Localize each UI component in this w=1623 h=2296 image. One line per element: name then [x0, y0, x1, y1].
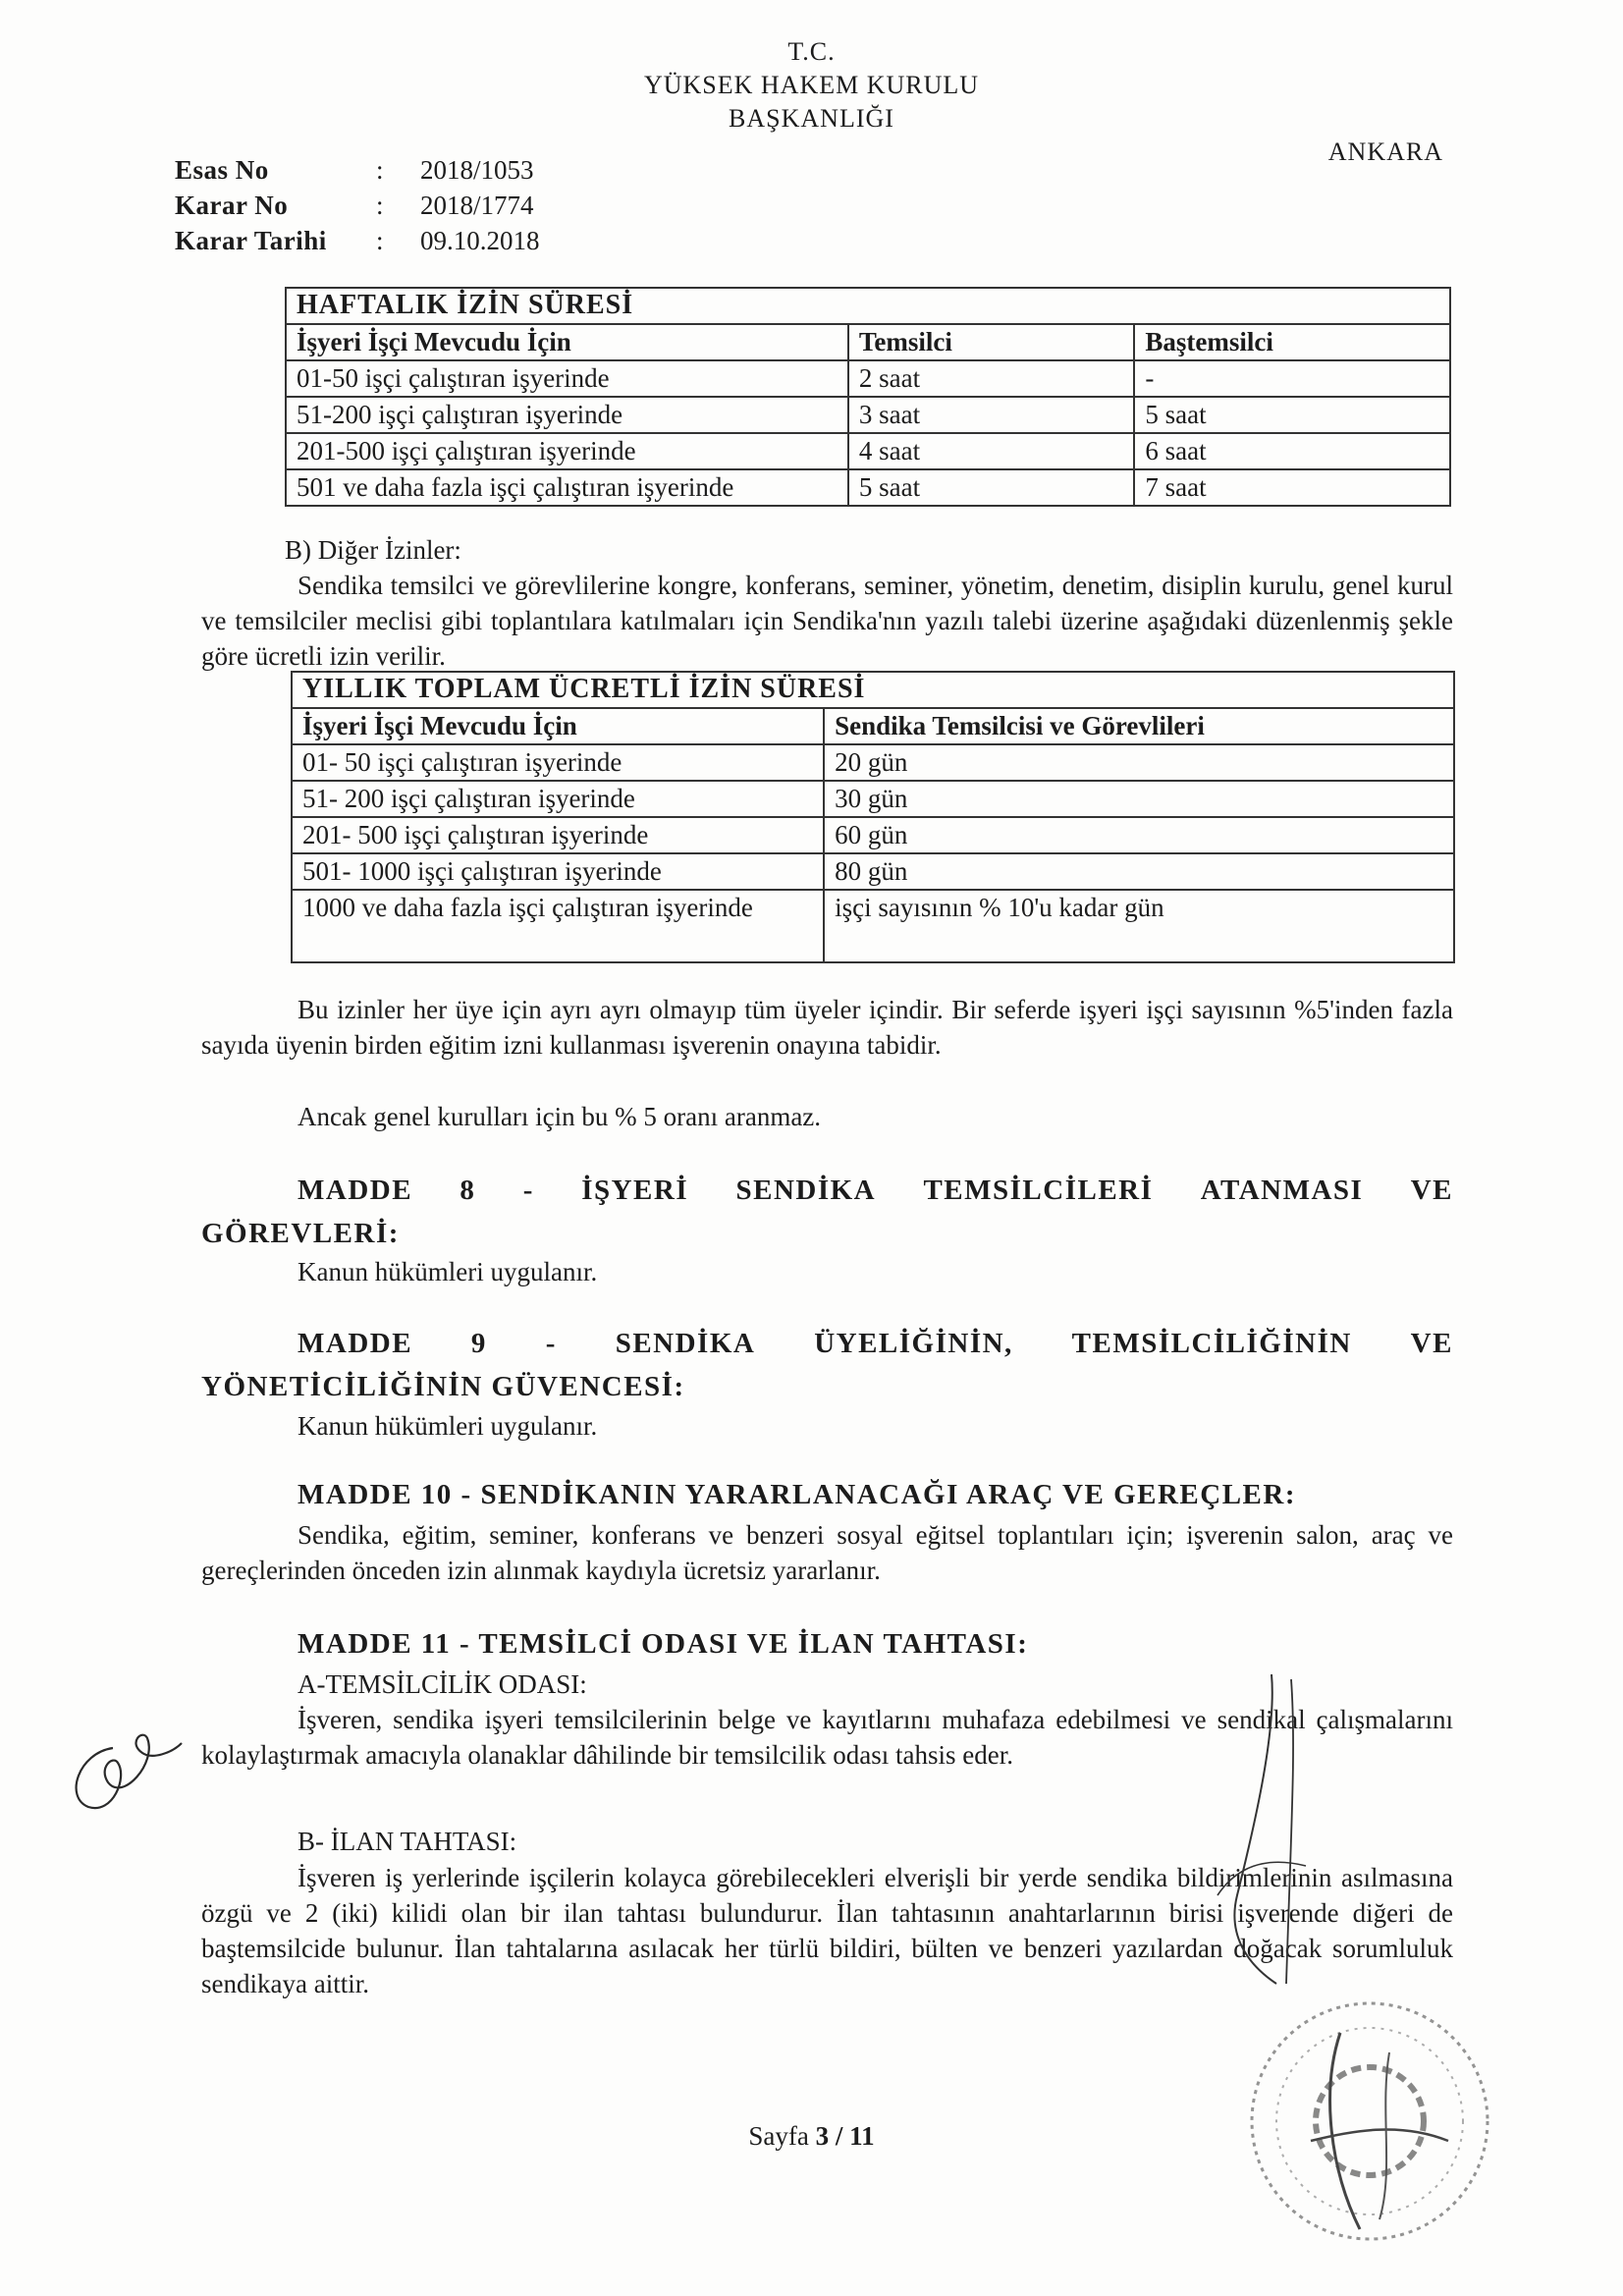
heading-word: ATANMASI — [1200, 1175, 1364, 1206]
handwritten-initial-signature — [59, 1709, 187, 1827]
heading-word: İŞYERİ — [581, 1175, 689, 1206]
meta-tarih-value: 09.10.2018 — [420, 226, 540, 255]
table-cell: 51- 200 işçi çalıştıran işyerinde — [292, 781, 824, 817]
table-cell: 80 gün — [824, 853, 1454, 890]
leave-note-exception: Ancak genel kurulları için bu % 5 oranı aranmaz. — [298, 1102, 822, 1131]
heading-word: TEMSİLCİLERİ — [923, 1175, 1154, 1206]
article-11b-body: İşveren iş yerlerinde işçilerin kolayca görebilecekleri elverişli bir yerde sendika bildirimlerinin asılmasına özgü ve 2 (iki) kilidi olan bir ilan tahtası bulundurur. İlan tahtasının anahtarlarının birisi işverende diğeri de baştemsilcide bulunur. İlan tahtalarına asılacak her türlü bildiri, bülten ve benzeri yazılardan doğacak sorumluluk sendikaya aittir. — [201, 1863, 1453, 1998]
table-cell: 20 gün — [824, 744, 1454, 781]
table-cell: 01- 50 işçi çalıştıran işyerinde — [292, 744, 824, 781]
article-11-heading: MADDE 11 - TEMSİLCİ ODASI VE İLAN TAHTASI: — [298, 1628, 1029, 1660]
heading-word: SENDİKA — [615, 1328, 756, 1359]
meta-esas-label: Esas No — [175, 155, 269, 185]
heading-word: 8 — [460, 1175, 476, 1206]
table-row — [292, 817, 1454, 853]
table-cell: 201- 500 işçi çalıştıran işyerinde — [292, 817, 824, 853]
table-cell: 2 saat — [848, 360, 1135, 397]
article-9-heading — [201, 1322, 1453, 1408]
table-header: Baştemsilci — [1134, 324, 1450, 360]
page-footer — [0, 2121, 1623, 2152]
article-10-heading: MADDE 10 - SENDİKANIN YARARLANACAĞI ARAÇ VE GEREÇLER: — [298, 1479, 1296, 1510]
meta-karar-label: Karar No — [175, 191, 289, 220]
heading-word: MADDE — [298, 1328, 413, 1359]
meta-karar — [175, 191, 534, 221]
table-cell: 201-500 işçi çalıştıran işyerinde — [286, 433, 848, 469]
table-row — [292, 744, 1454, 781]
table-header: İşyeri İşçi Mevcudu İçin — [286, 324, 848, 360]
meta-colon: : — [376, 226, 384, 255]
heading-word: 9 — [470, 1328, 487, 1359]
table-cell: 5 saat — [1134, 397, 1450, 433]
leave-note-paragraph: Bu izinler her üye için ayrı ayrı olmayıp tüm üyeler içindir. Bir seferde işyeri işçi sayısının %5'inden fazla sayıda üyenin birden eğitim izni kullanması işverenin onayına tabidir. — [201, 995, 1453, 1060]
meta-colon: : — [376, 191, 384, 220]
table-header: İşyeri İşçi Mevcudu İçin — [292, 708, 824, 744]
article-11a-heading: A-TEMSİLCİLİK ODASI: — [298, 1669, 587, 1699]
heading-word: MADDE — [298, 1175, 413, 1206]
table-row — [292, 853, 1454, 890]
article-8-heading-cont: GÖREVLERİ: — [201, 1218, 400, 1249]
article-11a-body: İşveren, sendika işyeri temsilcilerinin belge ve kayıtlarını muhafaza edebilmesi ve sendikal çalışmalarını kolaylaştırmak amacıyla olanaklar dâhilinde bir temsilcilik odası tahsis eder. — [201, 1705, 1453, 1770]
table-row — [286, 360, 1450, 397]
annual-leave-table — [291, 671, 1455, 963]
meta-tarih-label: Karar Tarihi — [175, 226, 327, 255]
table-row — [286, 433, 1450, 469]
heading-word: TEMSİLCİLİĞİNİN — [1071, 1328, 1352, 1359]
header-presidency: BAŞKANLIĞI — [729, 104, 894, 133]
table-cell: 7 saat — [1134, 469, 1450, 506]
meta-colon: : — [376, 155, 384, 185]
table-cell: 5 saat — [848, 469, 1135, 506]
meta-esas — [175, 155, 534, 186]
heading-word: VE — [1410, 1328, 1453, 1359]
section-b-text: Sendika temsilci ve görevlilerine kongre, konferans, seminer, yönetim, denetim, disiplin kurulu, genel kurul ve temsilciler meclisi gibi toplantılara katılmaları için Sendika'nın yazılı talebi üzerine aşağıdaki düzenlenmiş şekle göre ücretli izin verilir. — [201, 571, 1453, 671]
table-cell: - — [1134, 360, 1450, 397]
table-row — [286, 469, 1450, 506]
table-row — [286, 397, 1450, 433]
table-row — [292, 890, 1454, 962]
header-institution: YÜKSEK HAKEM KURULU — [643, 71, 980, 99]
heading-word: - — [522, 1175, 534, 1206]
article-9-body: Kanun hükümleri uygulanır. — [298, 1411, 598, 1441]
article-8-heading — [201, 1169, 1453, 1255]
header-city: ANKARA — [1327, 137, 1443, 166]
table-cell: 501- 1000 işçi çalıştıran işyerinde — [292, 853, 824, 890]
meta-tarih — [175, 226, 540, 256]
table-cell: 3 saat — [848, 397, 1135, 433]
article-8-body: Kanun hükümleri uygulanır. — [298, 1257, 598, 1286]
table-row — [292, 781, 1454, 817]
table-cell: işçi sayısının % 10'u kadar gün — [824, 890, 1454, 962]
table-header: Temsilci — [848, 324, 1135, 360]
table-cell: 30 gün — [824, 781, 1454, 817]
table-cell: 501 ve daha fazla işçi çalıştıran işyerinde — [286, 469, 848, 506]
meta-esas-value: 2018/1053 — [420, 155, 534, 185]
table-cell: 51-200 işçi çalıştıran işyerinde — [286, 397, 848, 433]
table-title: YILLIK TOPLAM ÜCRETLİ İZİN SÜRESİ — [292, 672, 1454, 708]
table-cell: 4 saat — [848, 433, 1135, 469]
table-cell: 60 gün — [824, 817, 1454, 853]
page-number: 3 / 11 — [815, 2121, 875, 2151]
heading-word: SENDİKA — [735, 1175, 877, 1206]
heading-word: ÜYELİĞİNİN, — [814, 1328, 1013, 1359]
section-b-heading: B) Diğer İzinler: — [285, 535, 461, 565]
header-tc: T.C. — [787, 37, 836, 66]
heading-word: - — [545, 1328, 557, 1359]
meta-karar-value: 2018/1774 — [420, 191, 534, 220]
article-9-heading-cont: YÖNETİCİLİĞİNİN GÜVENCESİ: — [201, 1371, 685, 1402]
table-cell: 01-50 işçi çalıştıran işyerinde — [286, 360, 848, 397]
table-header: Sendika Temsilcisi ve Görevlileri — [824, 708, 1454, 744]
table-cell: 1000 ve daha fazla işçi çalıştıran işyerinde — [292, 890, 824, 962]
table-title: HAFTALIK İZİN SÜRESİ — [286, 288, 1450, 324]
heading-word: VE — [1410, 1175, 1453, 1206]
article-11b-heading: B- İLAN TAHTASI: — [298, 1827, 517, 1856]
table-cell: 6 saat — [1134, 433, 1450, 469]
page-label: Sayfa — [748, 2121, 809, 2151]
handwritten-signature — [1178, 1669, 1325, 1994]
article-10-body: Sendika, eğitim, seminer, konferans ve benzeri sosyal eğitsel toplantıları için; işverenin salon, araç ve gereçlerinden önceden izin alınmak kaydıyla ücretsiz yararlanır. — [201, 1520, 1453, 1585]
weekly-leave-table — [285, 287, 1451, 507]
